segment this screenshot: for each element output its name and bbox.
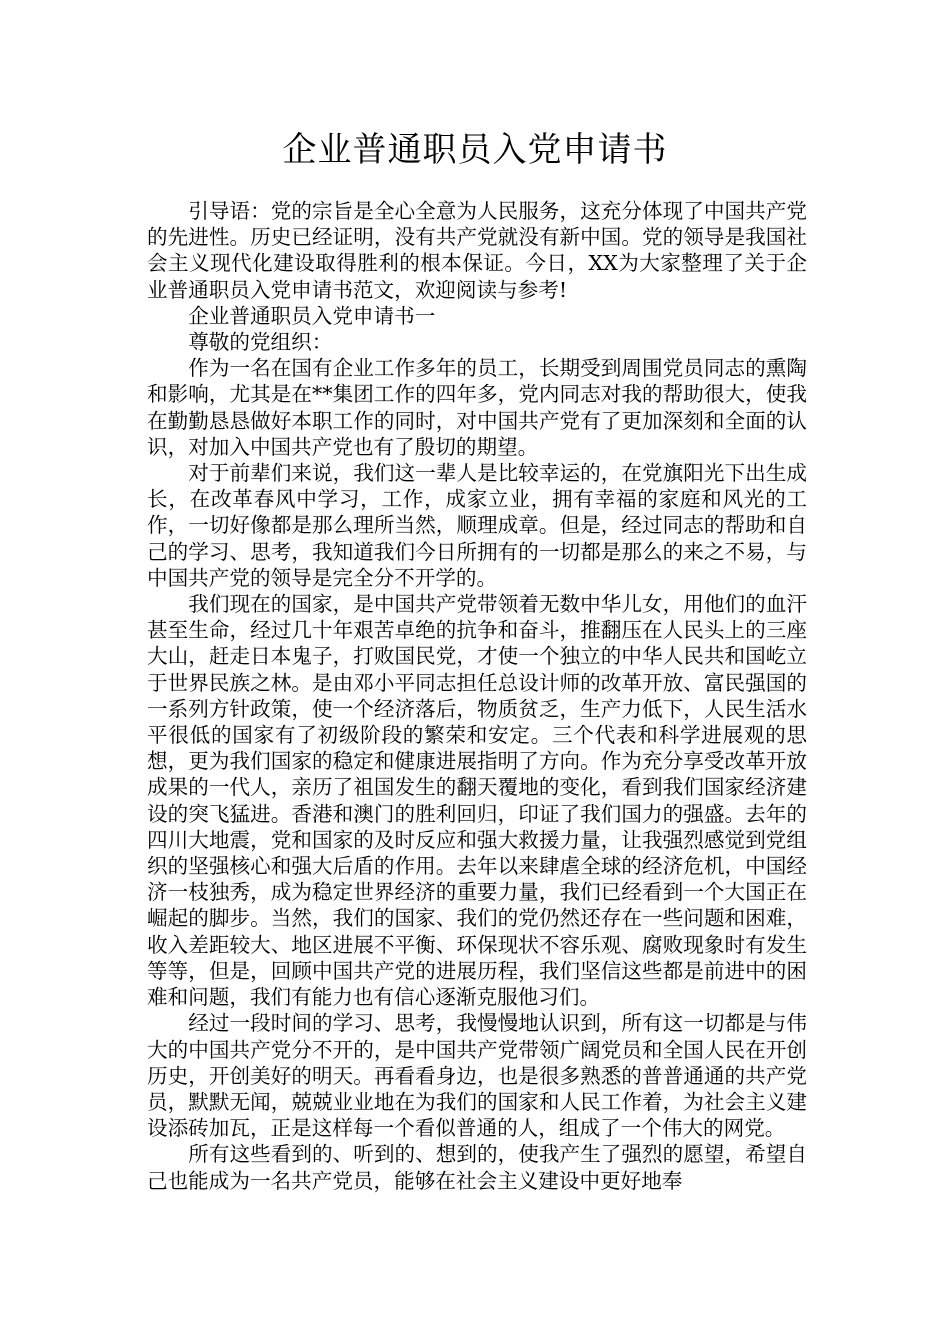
body-paragraph: 作为一名在国有企业工作多年的员工，长期受到周围党员同志的熏陶和影响，尤其是在**集团工作的四年多，党内同志对我的帮助很大，使我在勤勤恳恳做好本职工作的同时，对中国共产党有了更加深刻和全面的认识，对加入中国共产党也有了殷切的期望。 bbox=[147, 356, 807, 459]
body-paragraph: 所有这些看到的、听到的、想到的，使我产生了强烈的愿望，希望自己也能成为一名共产党员，能够在社会主义建设中更好地奉 bbox=[147, 1142, 807, 1193]
body-paragraph: 经过一段时间的学习、思考，我慢慢地认识到，所有这一切都是与伟大的中国共产党分不开的，是中国共产党带领广阔党员和全国人民在开创历史，开创美好的明天。再看看身边，也是很多熟悉的普普通通的共产党员，默默无闻，兢兢业业地在为我们的国家和人民工作着，为社会主义建设添砖加瓦，正是这样每一个看似普通的人，组成了一个伟大的网党。 bbox=[147, 1011, 807, 1141]
body-paragraph: 我们现在的国家，是中国共产党带领着无数中华儿女，用他们的血汗甚至生命，经过几十年艰苦卓绝的抗争和奋斗，推翻压在人民头上的三座大山，赶走日本鬼子，打败国民党，才使一个独立的中华人民共和国屹立于世界民族之林。是由邓小平同志担任总设计师的改革开放、富民强国的一系列方针政策，使一个经济落后，物质贫乏，生产力低下，人民生活水平很低的国家有了初级阶段的繁荣和安定。三个代表和科学进展观的思想，更为我们国家的稳定和健康进展指明了方向。作为充分享受改革开放成果的一代人，亲历了祖国发生的翻天覆地的变化，看到我们国家经济建设的突飞猛进。香港和澳门的胜利回归，印证了我们国力的强盛。去年的四川大地震，党和国家的及时反应和强大救援力量，让我强烈感觉到党组织的坚强核心和强大后盾的作用。去年以来肆虐全球的经济危机，中国经济一枝独秀，成为稳定世界经济的重要力量，我们已经看到一个大国正在崛起的脚步。当然，我们的国家、我们的党仍然还存在一些问题和困难，收入差距较大、地区进展不平衡、环保现状不容乐观、腐败现象时有发生等等，但是，回顾中国共产党的进展历程，我们坚信这些都是前进中的困难和问题，我们有能力也有信心逐渐克服他习们。 bbox=[147, 592, 807, 1010]
body-paragraph: 对于前辈们来说，我们这一辈人是比较幸运的，在党旗阳光下出生成长，在改革春风中学习，工作，成家立业，拥有幸福的家庭和风光的工作，一切好像都是那么理所当然，顺理成章。但是，经过同志的帮助和自己的学习、思考，我知道我们今日所拥有的一切都是那么的来之不易，与中国共产党的领导是完全分不开学的。 bbox=[147, 461, 807, 590]
intro-paragraph: 引导语：党的宗旨是全心全意为人民服务，这充分体现了中国共产党的先进性。历史已经证明，没有共产党就没有新中国。党的领导是我国社会主义现代化建设取得胜利的根本保证。今日，XX为大家整理了关于企业普通职员入党申请书范文，欢迎阅读与参考! bbox=[147, 199, 807, 302]
salutation: 尊敬的党组织： bbox=[188, 330, 333, 355]
document-title: 企业普通职员入党申请书 bbox=[282, 130, 668, 170]
section-heading: 企业普通职员入党申请书一 bbox=[188, 303, 436, 328]
document-body bbox=[147, 198, 807, 1194]
